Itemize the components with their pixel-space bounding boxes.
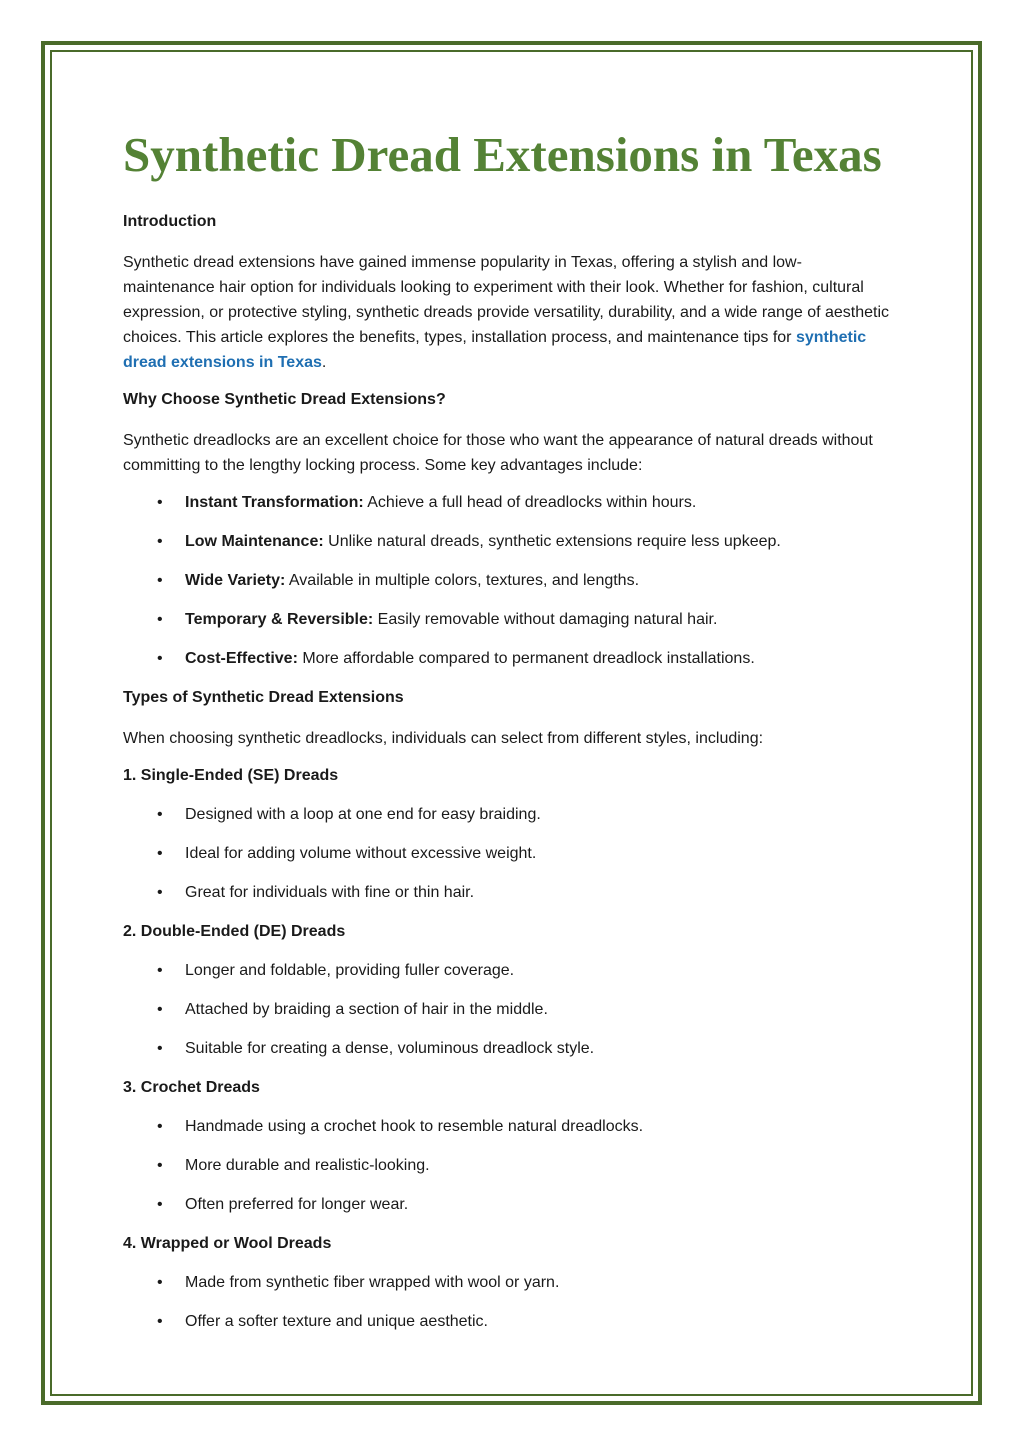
list-item bbox=[123, 492, 893, 513]
list-item-text: Ideal for adding volume without excessive weight. bbox=[185, 845, 537, 862]
list-item-text: More durable and realistic-looking. bbox=[185, 1157, 430, 1174]
advantage-label: Low Maintenance: bbox=[185, 533, 324, 550]
list-item bbox=[123, 999, 893, 1020]
bullet-icon: • bbox=[157, 1313, 163, 1330]
list-item bbox=[123, 1116, 893, 1137]
list-item-text: Offer a softer texture and unique aesthetic. bbox=[185, 1313, 488, 1330]
bullet-icon: • bbox=[157, 572, 163, 589]
list-item bbox=[123, 1155, 893, 1176]
list-item-text: Handmade using a crochet hook to resemble natural dreadlocks. bbox=[185, 1118, 644, 1135]
list-item-text: Great for individuals with fine or thin hair. bbox=[185, 884, 475, 901]
list-item-text: Often preferred for longer wear. bbox=[185, 1196, 409, 1213]
list-item bbox=[123, 648, 893, 669]
bullet-icon: • bbox=[157, 962, 163, 979]
list-item-text: Suitable for creating a dense, voluminous dreadlock style. bbox=[185, 1040, 595, 1057]
bullet-icon: • bbox=[157, 845, 163, 862]
why-paragraph: Synthetic dreadlocks are an excellent choice for those who want the appearance of natural dreads without committing to the lengthy locking process. Some key advantages include: bbox=[123, 432, 873, 474]
advantages-list bbox=[123, 492, 893, 669]
list-item bbox=[123, 609, 893, 630]
advantage-label: Wide Variety: bbox=[185, 572, 286, 589]
list-item-text: Designed with a loop at one end for easy braiding. bbox=[185, 806, 541, 823]
intro-text: Synthetic dread extensions have gained immense popularity in Texas, offering a stylish and low-maintenance hair option for individuals looking to experiment with their look. Whether for fashion, cultural expression, or protective styling, synthetic dreads provide versatility, durability, and a wide range of aesthetic choices. This article explores the benefits, types, installation process, and maintenance tips for bbox=[123, 254, 890, 346]
advantage-text: Achieve a full head of dreadlocks within hours. bbox=[363, 494, 697, 511]
se-heading: 1. Single-Ended (SE) Dreads bbox=[123, 767, 339, 784]
advantage-label: Cost-Effective: bbox=[185, 650, 298, 667]
advantage-label: Temporary & Reversible: bbox=[185, 611, 374, 628]
list-item bbox=[123, 1194, 893, 1215]
list-item bbox=[123, 843, 893, 864]
advantage-text: Easily removable without damaging natural hair. bbox=[373, 611, 718, 628]
crochet-heading: 3. Crochet Dreads bbox=[123, 1079, 260, 1096]
bullet-icon: • bbox=[157, 611, 163, 628]
list-item bbox=[123, 531, 893, 552]
bullet-icon: • bbox=[157, 1040, 163, 1057]
list-item-text: Made from synthetic fiber wrapped with wool or yarn. bbox=[185, 1274, 560, 1291]
list-item bbox=[123, 882, 893, 903]
bullet-icon: • bbox=[157, 1274, 163, 1291]
intro-period: . bbox=[321, 354, 327, 371]
advantage-text: Unlike natural dreads, synthetic extensions require less upkeep. bbox=[323, 533, 781, 550]
bullet-icon: • bbox=[157, 533, 163, 550]
list-item bbox=[123, 804, 893, 825]
texas-link[interactable]: synthetic dread extensions in Texas bbox=[123, 329, 867, 371]
document-content bbox=[123, 128, 893, 1350]
advantage-label: Instant Transformation: bbox=[185, 494, 364, 511]
types-paragraph: When choosing synthetic dreadlocks, individuals can select from different styles, including: bbox=[123, 730, 764, 747]
intro-heading: Introduction bbox=[123, 213, 217, 230]
de-heading: 2. Double-Ended (DE) Dreads bbox=[123, 923, 346, 940]
advantage-text: More affordable compared to permanent dreadlock installations. bbox=[297, 650, 755, 667]
bullet-icon: • bbox=[157, 1118, 163, 1135]
list-item bbox=[123, 1272, 893, 1293]
intro-paragraph bbox=[123, 250, 893, 375]
wrapped-list bbox=[123, 1272, 893, 1332]
bullet-icon: • bbox=[157, 806, 163, 823]
list-item bbox=[123, 960, 893, 981]
bullet-icon: • bbox=[157, 650, 163, 667]
advantage-text: Available in multiple colors, textures, and lengths. bbox=[285, 572, 640, 589]
page-title: Synthetic Dread Extensions in Texas bbox=[123, 127, 882, 182]
bullet-icon: • bbox=[157, 884, 163, 901]
de-list bbox=[123, 960, 893, 1059]
bullet-icon: • bbox=[157, 1001, 163, 1018]
list-item bbox=[123, 570, 893, 591]
crochet-list bbox=[123, 1116, 893, 1215]
list-item-text: Longer and foldable, providing fuller coverage. bbox=[185, 962, 515, 979]
why-heading: Why Choose Synthetic Dread Extensions? bbox=[123, 391, 446, 408]
wrapped-heading: 4. Wrapped or Wool Dreads bbox=[123, 1235, 332, 1252]
se-list bbox=[123, 804, 893, 903]
bullet-icon: • bbox=[157, 494, 163, 511]
list-item bbox=[123, 1311, 893, 1332]
bullet-icon: • bbox=[157, 1196, 163, 1213]
types-heading: Types of Synthetic Dread Extensions bbox=[123, 689, 404, 706]
list-item-text: Attached by braiding a section of hair in the middle. bbox=[185, 1001, 548, 1018]
bullet-icon: • bbox=[157, 1157, 163, 1174]
list-item bbox=[123, 1038, 893, 1059]
